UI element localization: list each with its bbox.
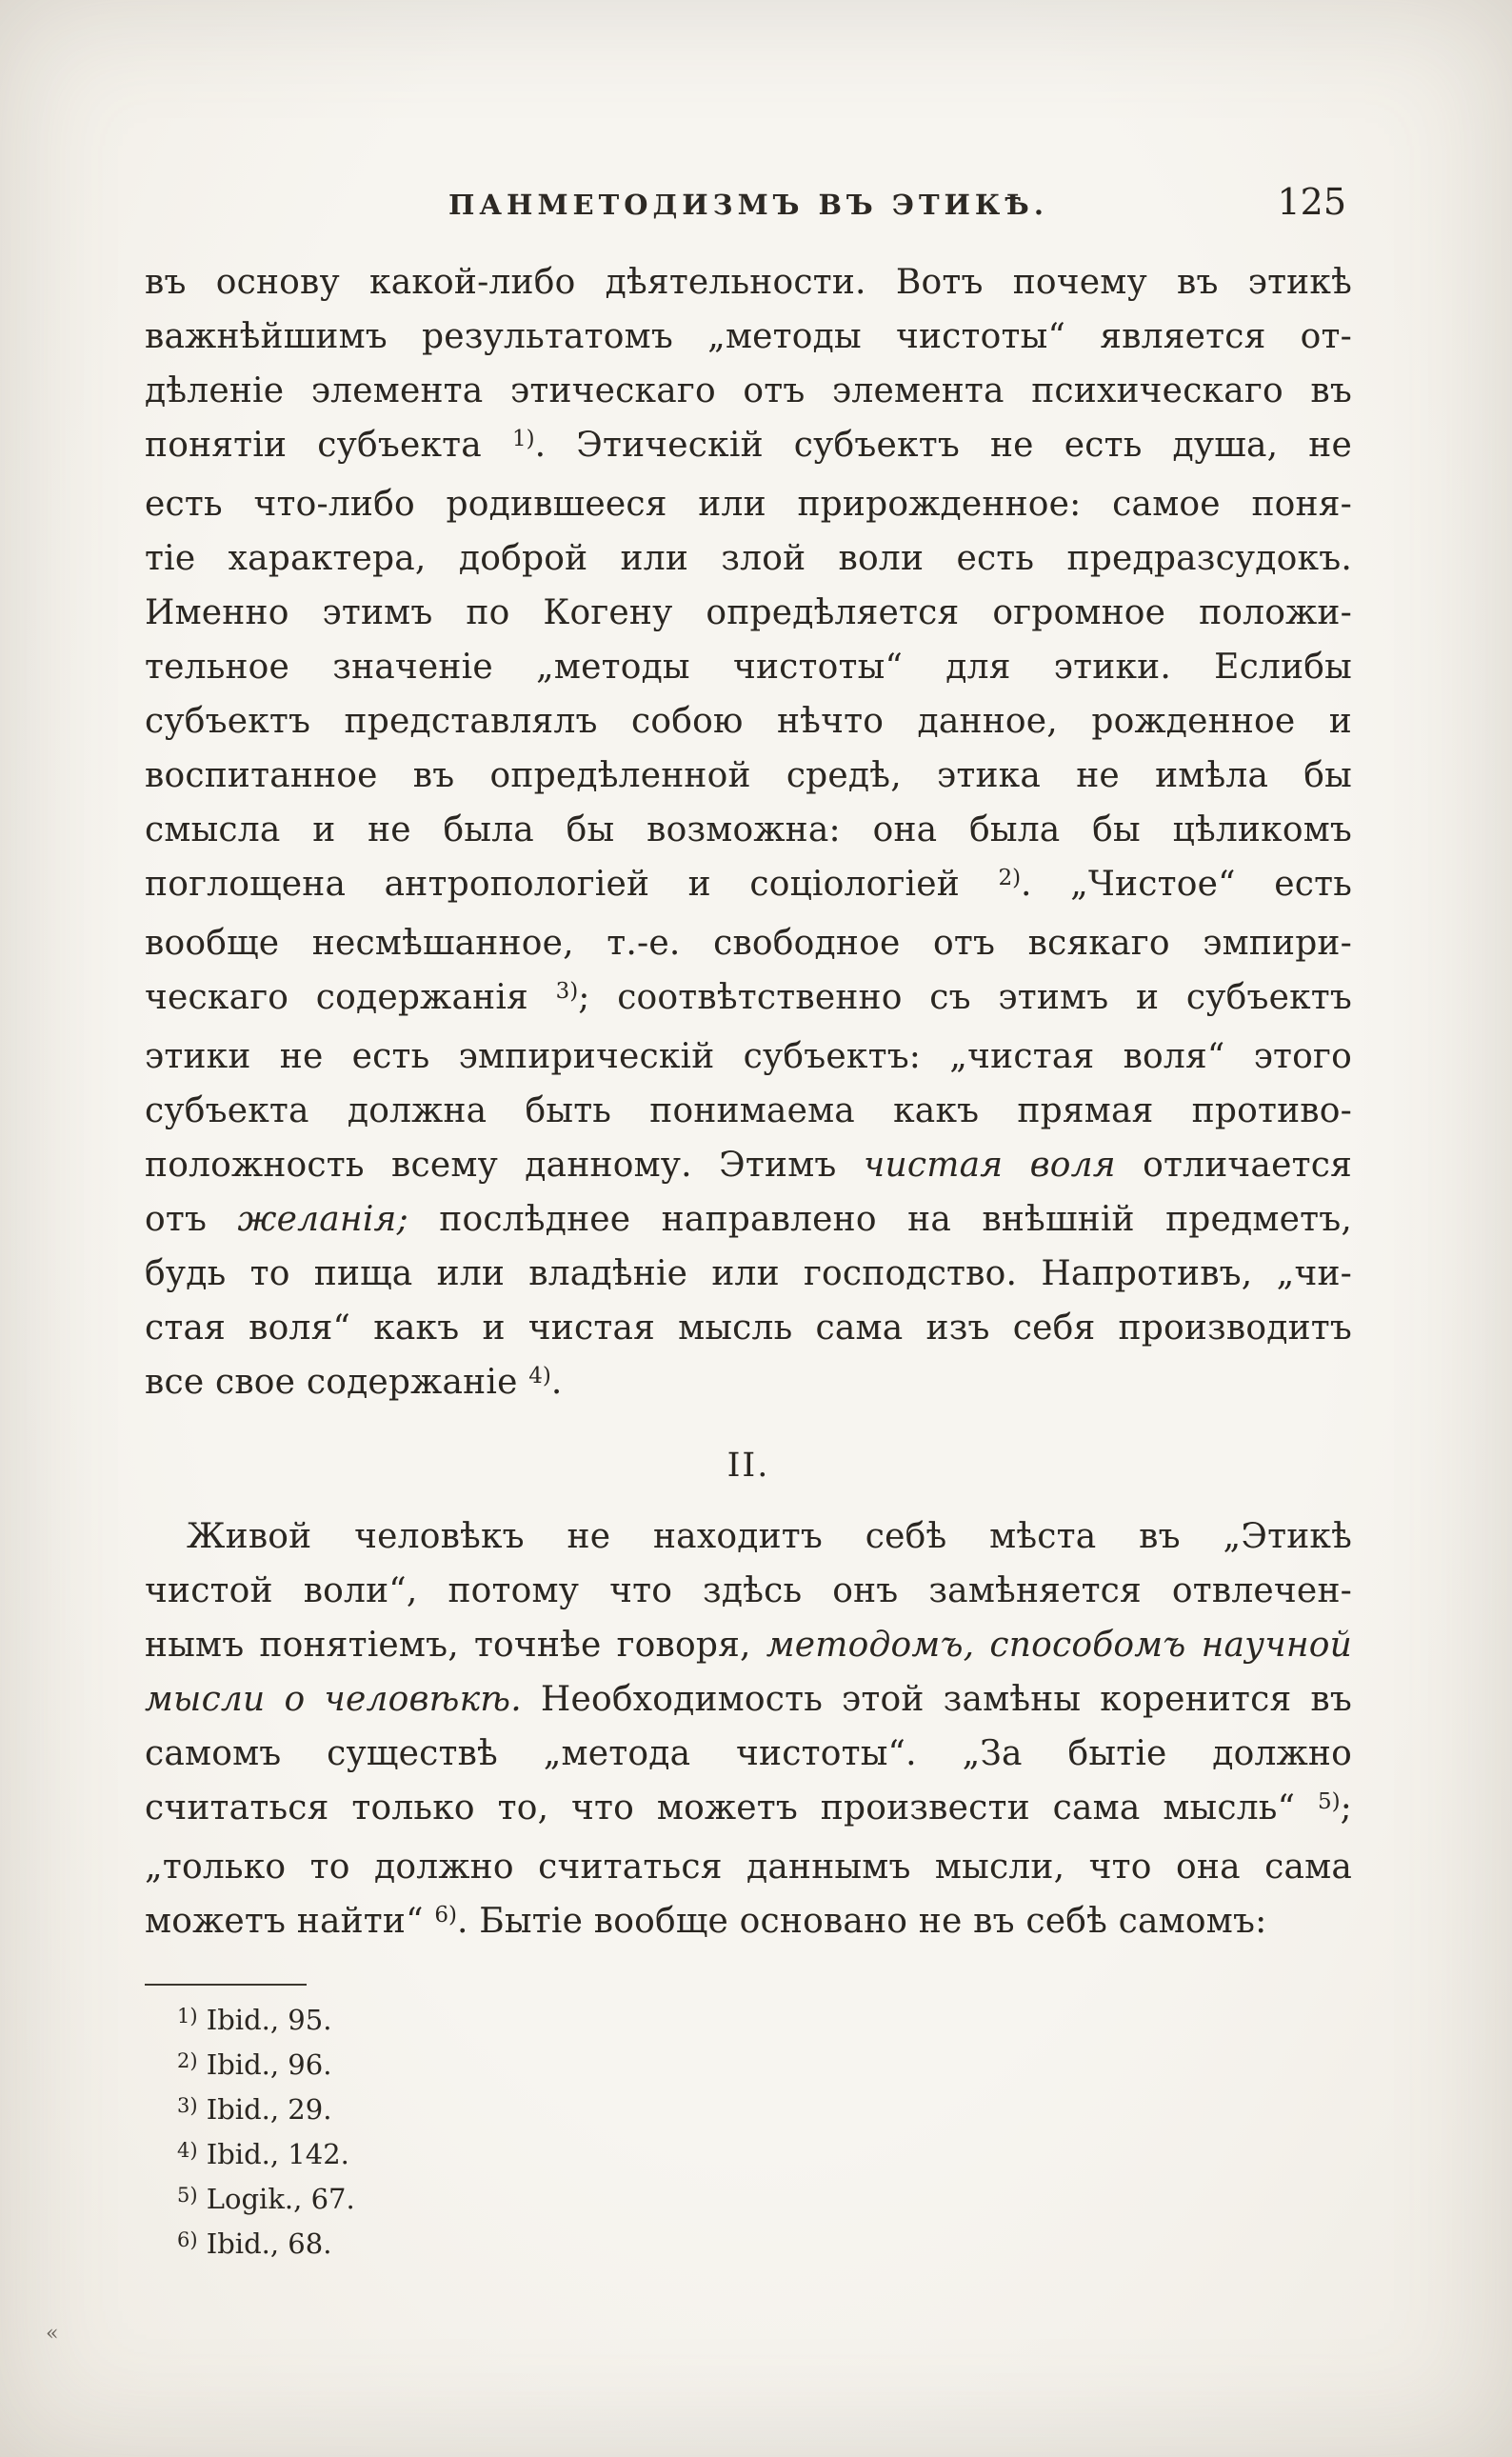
text-run: . Бытіе вообще основано не въ себѣ самомъ: xyxy=(456,1902,1267,1941)
text-run: смысла и не была бы возможна: она была бы цѣликомъ xyxy=(145,810,1352,849)
text-line xyxy=(145,970,1352,1029)
text-run: Живой человѣкъ не находитъ себѣ мѣста въ „Этикѣ xyxy=(187,1517,1352,1556)
text-run: воспитанное въ опредѣленной средѣ, этика не имѣла бы xyxy=(145,756,1352,795)
text-line xyxy=(145,310,1352,364)
text-run: методомъ, способомъ научной xyxy=(766,1626,1352,1665)
text-line xyxy=(145,1840,1352,1894)
page-content xyxy=(145,255,1352,2267)
running-title: ПАНМЕТОДИЗМЪ ВЪ ЭТИКѢ. xyxy=(448,189,1048,221)
section-heading: II. xyxy=(726,1447,770,1485)
footnotes-list xyxy=(145,1999,1352,2267)
text-line xyxy=(145,1727,1352,1781)
text-line xyxy=(145,1355,1352,1414)
text-run: нымъ понятіемъ, точнѣе говоря, xyxy=(145,1626,766,1665)
text-run: вообще несмѣшанное, т.-е. свободное отъ всякаго эмпири- xyxy=(145,924,1352,963)
text-run: поглощена антропологіей и соціологіей xyxy=(145,865,999,904)
text-line xyxy=(145,1618,1352,1672)
text-line xyxy=(145,1509,1352,1564)
text-run: чистая воля xyxy=(863,1146,1116,1185)
text-line xyxy=(145,1138,1352,1192)
text-run: самомъ существѣ „метода чистоты“. „За бытіе должно xyxy=(145,1734,1352,1773)
text-run: желанія; xyxy=(237,1200,408,1239)
text-line xyxy=(145,916,1352,970)
footnote-text: Ibid., 96. xyxy=(197,2048,332,2081)
text-line xyxy=(145,255,1352,310)
text-line xyxy=(145,1672,1352,1727)
text-run: субъекта должна быть понимаема какъ прямая противо- xyxy=(145,1091,1352,1130)
text-run: мысли о человѣкѣ. xyxy=(145,1680,522,1719)
text-line xyxy=(145,1564,1352,1618)
text-line xyxy=(145,1781,1352,1840)
text-line xyxy=(145,1192,1352,1247)
text-run: все свое содержаніе xyxy=(145,1363,529,1402)
text-run: этики не есть эмпирическій субъектъ: „чистая воля“ этого xyxy=(145,1037,1352,1076)
footnote xyxy=(177,2088,1352,2133)
footnote-marker: 6) xyxy=(177,2228,198,2251)
text-run: отъ xyxy=(145,1200,238,1239)
text-run: понятіи субъекта xyxy=(145,426,512,465)
footnote-text: Ibid., 68. xyxy=(197,2227,332,2260)
text-run: Именно этимъ по Когену опредѣляется огромное положи- xyxy=(145,593,1352,632)
text-line xyxy=(145,418,1352,477)
text-line xyxy=(145,1894,1352,1953)
footnote-reference: 2) xyxy=(998,866,1022,890)
footnote-text: Logik., 67. xyxy=(197,2183,355,2215)
body-paragraph xyxy=(145,1509,1352,1953)
text-line xyxy=(145,586,1352,640)
text-run: ; xyxy=(1340,1788,1352,1828)
text-run: субъектъ представлялъ собою нѣчто данное, рожденное и xyxy=(145,702,1352,741)
footnote-reference: 5) xyxy=(1318,1789,1341,1814)
scan-mark: « xyxy=(46,2322,59,2346)
text-line xyxy=(145,531,1352,586)
text-line xyxy=(145,694,1352,749)
text-run: . Этическій субъектъ не есть душа, не xyxy=(534,426,1352,465)
footnote-reference: 1) xyxy=(511,427,535,451)
footnote xyxy=(177,2044,1352,2088)
footnote-marker: 1) xyxy=(177,2005,198,2028)
text-run: можетъ найти“ xyxy=(145,1902,435,1941)
text-line xyxy=(145,749,1352,803)
text-run: важнѣйшимъ результатомъ „методы чистоты“ является от- xyxy=(145,317,1352,356)
footnote-reference: 3) xyxy=(555,979,579,1004)
text-line xyxy=(145,477,1352,531)
footnote-text: Ibid., 29. xyxy=(197,2093,332,2126)
footnote xyxy=(177,1999,1352,2044)
footnote-marker: 2) xyxy=(177,2049,198,2072)
text-line xyxy=(145,1247,1352,1301)
text-run: будь то пища или владѣніе или господство. Напротивъ, „чи- xyxy=(145,1254,1352,1293)
text-run: стая воля“ какъ и чистая мысль сама изъ себя производитъ xyxy=(145,1308,1352,1348)
text-line xyxy=(145,803,1352,857)
text-line xyxy=(145,857,1352,916)
footnote-reference: 4) xyxy=(528,1364,551,1388)
text-run: „только то должно считаться даннымъ мысли, что она сама xyxy=(145,1848,1352,1887)
footnote-separator xyxy=(145,1984,307,1986)
footnote xyxy=(177,2178,1352,2223)
text-run: считаться только то, что можетъ произвести сама мысль“ xyxy=(145,1788,1319,1828)
footnote-text: Ibid., 142. xyxy=(197,2138,349,2170)
page-header xyxy=(145,181,1352,234)
footnote-text: Ibid., 95. xyxy=(197,2004,332,2036)
text-run: ческаго содержанія xyxy=(145,978,556,1017)
text-run: положность всему данному. Этимъ xyxy=(145,1146,864,1185)
text-line xyxy=(145,1029,1352,1084)
footnote xyxy=(177,2133,1352,2178)
text-run: въ основу какой-либо дѣятельности. Вотъ почему въ этикѣ xyxy=(145,263,1352,302)
footnote-reference: 6) xyxy=(434,1903,457,1928)
text-run: тіе характера, доброй или злой воли есть предразсудокъ. xyxy=(145,539,1352,578)
text-run: ; соотвѣтственно съ этимъ и субъектъ xyxy=(578,978,1352,1017)
text-run: . „Чистое“ есть xyxy=(1021,865,1352,904)
text-line xyxy=(145,1084,1352,1138)
text-line xyxy=(145,1301,1352,1355)
text-run: . xyxy=(550,1363,563,1402)
text-run: отличается xyxy=(1115,1146,1352,1185)
text-run: дѣленіе элемента этическаго отъ элемента психическаго въ xyxy=(145,371,1352,410)
body-paragraph xyxy=(145,255,1352,1414)
text-line xyxy=(145,364,1352,418)
text-run: тельное значеніе „методы чистоты“ для этики. Еслибы xyxy=(145,648,1352,687)
footnote-marker: 3) xyxy=(177,2094,198,2117)
text-line xyxy=(145,640,1352,694)
footnote xyxy=(177,2223,1352,2267)
page-number: 125 xyxy=(1277,181,1346,223)
text-run: чистой воли“, потому что здѣсь онъ замѣняется отвлечен- xyxy=(145,1571,1352,1610)
text-run: Необходимость этой замѣны коренится въ xyxy=(521,1680,1352,1719)
text-run: послѣднее направлено на внѣшній предметъ, xyxy=(408,1200,1352,1239)
footnote-marker: 5) xyxy=(177,2184,198,2207)
text-run: есть что-либо родившееся или прирожденное: самое поня- xyxy=(145,485,1352,524)
footnote-marker: 4) xyxy=(177,2139,198,2162)
